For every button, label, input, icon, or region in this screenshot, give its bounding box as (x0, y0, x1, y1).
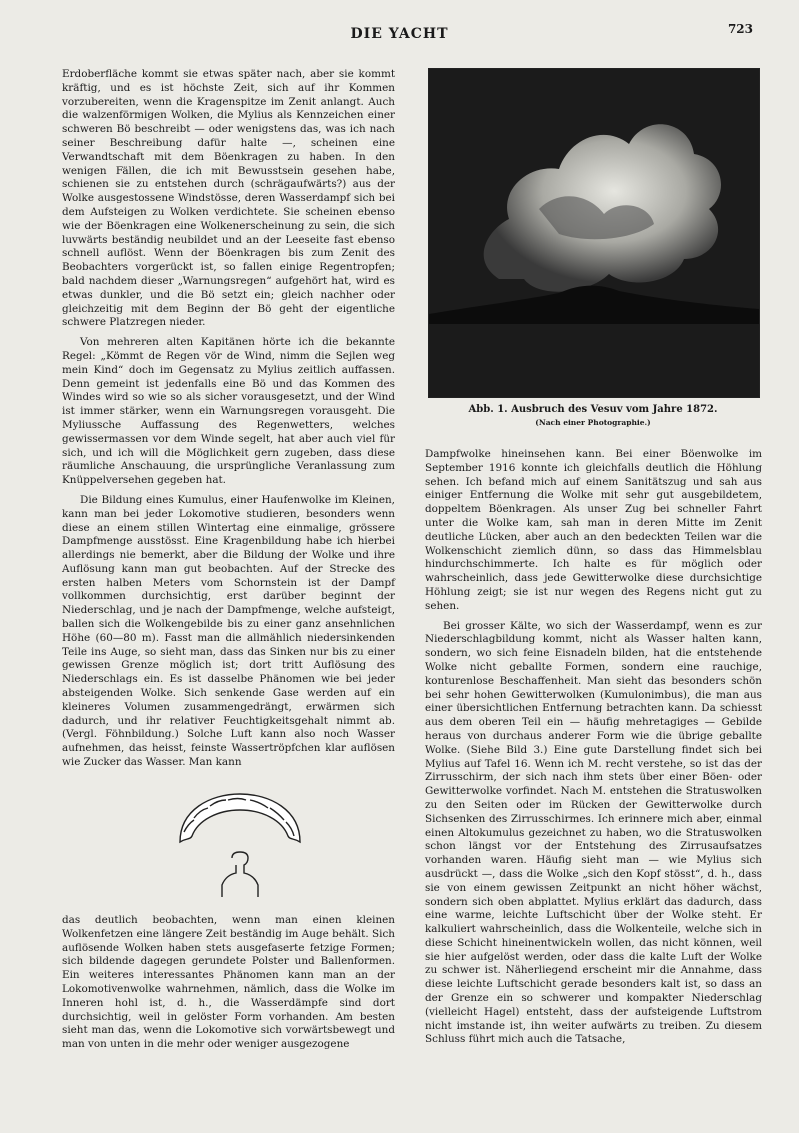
figure-caption-note: (Nach einer Photographie.) (535, 418, 651, 427)
left-column-bottom (62, 914, 395, 1058)
paragraph: Von mehreren alten Kapitänen hörte ich die bekannte Regel: „Kömmt de Regen vör de Wind, nimm die Sejlen weg mein Kind“ doch im Gegensatz zu Mylius zeitlich auffassen. Denn gemeint ist jedenfalls eine Bö und das Kommen des Windes wird so wie so als sicher vorausgesetzt, und der Wind ist immer stärker, wenn ein Warnungsregen vorausgeht. Die Myliussche Auffassung des Regenwetters, welches gewissermassen vor dem Winde segelt, hat aber auch viel für sich, und ich will die Möglichkeit gern zugeben, dass diese räumliche Anschauung, die ursprüngliche Veranlassung zum Knüppelversehen gegeben hat. (62, 336, 395, 487)
running-header-title: DIE YACHT (350, 26, 449, 42)
vesuvius-photograph (428, 68, 760, 398)
figure-caption: Abb. 1. Ausbruch des Vesuv vom Jahre 1872. (468, 404, 718, 415)
locomotive-cloud-diagram (170, 780, 310, 900)
paragraph: Bei grosser Kälte, wo sich der Wasserdampf, wenn es zur Niederschlagbildung kommt, nicht als Wasser halten kann, sondern, wo sich feine Eisnadeln bilden, hat die entstehende Wolke nicht geballte Formen, sondern eine rauchige, konturenlose Beschaffenheit. Man sieht das besonders schön bei sehr hohen Gewitterwolken (Kumulonimbus), die man aus einer übersichtlichen Entfernung betrachten kann. Da schiesst aus dem oberen Teil ein — häufig mehretagiges — Gebilde heraus von durchaus anderer Form wie die übrige geballte Wolke. (Siehe Bild 3.) Eine gute Darstellung findet sich bei Mylius auf Tafel 16. Wenn ich M. recht verstehe, so ist das der Zirrusschirm, der sich nach ihm stets über einer Böen- oder Gewitterwolke vorfindet. Nach M. entstehen die Stratuswolken zu den Seiten oder im Rücken der Gewitterwolke durch Sichsenken des Zirrusschirmes. Ich erinnere mich aber, einmal einen Altokumulus gezeichnet zu haben, wo die Stratuswolken schon längst vor der Entstehung des Zirrusaufsatzes vorhanden waren. Häufig sieht man — wie Mylius sich ausdrückt —, dass die Wolke „sich den Kopf stösst“, d. h., dass sie von einem gewissen Zeitpunkt an nicht höher wächst, sondern sich oben abplattet. Mylius erklärt das dadurch, dass eine warme, leichte Luftschicht über der Wolke steht. Er kalkuliert wahrscheinlich, dass die Wolkenteile, welche sich in diese Schicht hineinentwickeln wollen, das nicht können, weil sie hier aufgelöst werden, oder dass die kalte Luft der Wolke zu schwer ist. Näherliegend erscheint mir die Annahme, dass diese leichte Luftschicht gerade besonders kalt ist, so dass an der Grenze ein so schwerer und kompakter Niederschlag (vielleicht Hagel) entsteht, dass der aufsteigende Luftstrom nicht imstande ist, ihn weiter aufwärts zu treiben. Zu diesem Schluss führt mich auch die Tatsache, (425, 619, 762, 1046)
right-column (425, 448, 762, 1053)
paragraph: Die Bildung eines Kumulus, einer Haufenwolke im Kleinen, kann man bei jeder Lokomotive studieren, besonders wenn diese an einem stillen Wintertag eine einmalige, grössere Dampfmenge ausstösst. Eine Kragenbildung habe ich hierbei allerdings nie bemerkt, aber die Bildung der Wolke und ihre Auflösung kann man gut beobachten. Auf der Strecke des ersten halben Meters vom Schornstein ist der Dampf vollkommen durchsichtig, erst darüber beginnt der Niederschlag, und je nach der Dampfmenge, welche aufsteigt, ballen sich die Wolkengebilde bis zu einer ganz ansehnlichen Höhe (60—80 m). Fasst man die allmählich niedersinkenden Teile ins Auge, so sieht man, dass das Sinken nur bis zu einer gewissen Grenze möglich ist; dort tritt Auflösung des Niederschlags ein. Es ist dasselbe Phänomen wie bei jeder absteigenden Wolke. Sich senkende Gase werden auf ein kleineres Volumen zusammengedrängt, erwärmen sich dadurch, und ihr relativer Feuchtigkeitsgehalt nimmt ab. (Vergl. Föhnbildung.) Solche Luft kann also noch Wasser aufnehmen, das heisst, feinste Wassertröpfchen klar auflösen wie Zucker das Wasser. Man kann (62, 493, 395, 769)
photo-illustration (429, 69, 759, 397)
paragraph: das deutlich beobachten, wenn man einen kleinen Wolkenfetzen eine längere Zeit beständig im Auge behält. Sich auflösende Wolken haben stets ausgefaserte fetzige Formen; sich bildende dagegen gerundete Polster und Ballenformen. Ein weiteres interessantes Phänomen kann man an der Lokomotivenwolke wahrnehmen, nämlich, dass die Wolke im Inneren hohl ist, d. h., die Wasserdämpfe sind dort durchsichtig, weil in gelöster Form vorhanden. Am besten sieht man das, wenn die Lokomotive sich vorwärtsbewegt und man von unten in die mehr oder weniger ausgezogene (62, 914, 395, 1051)
left-column-top (62, 68, 395, 776)
page-number: 723 (727, 22, 753, 36)
paragraph: Dampfwolke hineinsehen kann. Bei einer Böenwolke im September 1916 konnte ich gleichfalls deutlich die Höhlung sehen. Ich befand mich auf einem Sanitätszug und sah aus einiger Entfernung die Wolke mit sehr gut ausgebildetem, doppeltem Böenkragen. Als unser Zug bei schneller Fahrt unter die Wolke kam, sah man in deren Mitte im Zenit deutliche Lücken, aber auch an den bedeckten Teilen war die Wolkenschicht ziemlich dünn, so dass das Himmelsblau hindurchschimmerte. Ich halte es für möglich oder wahrscheinlich, dass jede Gewitterwolke diese durchsichtige Höhlung zeigt; sie ist nur wegen des Regens nicht gut zu sehen. (425, 448, 762, 612)
paragraph: Erdoberfläche kommt sie etwas später nach, aber sie kommt kräftig, und es ist höchste Zeit, sich auf ihr Kommen vorzubereiten, wenn die Kragenspitze im Zenit anlangt. Auch die walzenförmigen Wolken, die Mylius als Kennzeichen einer schweren Bö beschreibt — oder wenigstens das, was ich nach seiner Beschreibung dafür halte —, scheinen eine Verwandtschaft mit dem Böenkragen zu haben. In den wenigen Fällen, die ich mit Bewusstsein gesehen habe, schienen sie zu entstehen durch (schrägaufwärts?) aus der Wolke ausgestossene Windstösse, deren Wasserdampf sich bei dem Aufsteigen zu Wolken verdichtete. Sie scheinen ebenso wie der Böenkragen eine Wolkenerscheinung zu sein, die sich luvwärts beständig neubildet und an der Leeseite fast ebenso schnell auflöst. Wenn der Böenkragen bis zum Zenit des Beobachters vorgerückt ist, so fallen einige Regentropfen; bald nachdem dieser „Warnungsregen“ aufgehört hat, wird es etwas dunkler, und die Bö setzt ein; gleich nachher oder gleichzeitig mit dem Beginn der Bö geht der eigentliche schwere Platzregen nieder. (62, 68, 395, 329)
